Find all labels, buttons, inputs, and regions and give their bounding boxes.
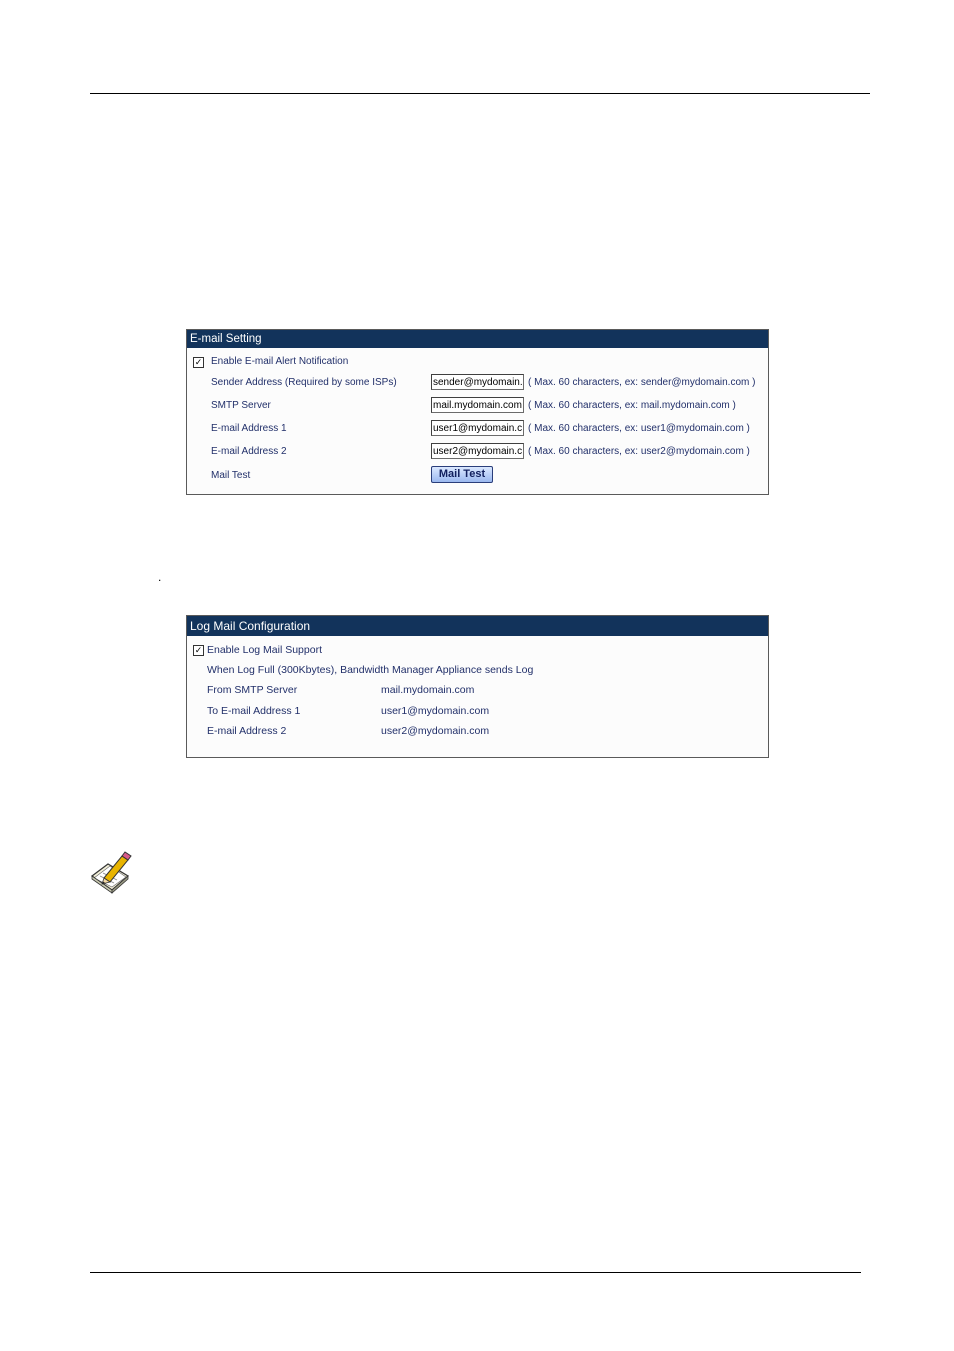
- to-email-1-label: To E-mail Address 1: [207, 705, 301, 717]
- enable-log-mail-checkbox[interactable]: ✓: [194, 645, 203, 655]
- to-email-1-row: [187, 702, 768, 722]
- email-setting-title: E-mail Setting: [187, 330, 768, 348]
- email-2-row: [187, 722, 768, 742]
- email-address-2-hint: ( Max. 60 characters, ex: user2@mydomain.com ): [528, 446, 750, 457]
- log-mail-title: Log Mail Configuration: [187, 616, 768, 636]
- enable-email-alert-row: [187, 353, 768, 373]
- mail-test-row: [187, 467, 768, 487]
- email-address-2-row: [187, 443, 768, 463]
- email-address-1-hint: ( Max. 60 characters, ex: user1@mydomain.com ): [528, 423, 750, 434]
- enable-log-mail-row: [187, 641, 768, 661]
- from-smtp-value: mail.mydomain.com: [381, 684, 475, 696]
- mail-test-button[interactable]: Mail Test: [431, 466, 493, 483]
- smtp-server-row: [187, 397, 768, 417]
- sender-address-input[interactable]: [431, 374, 524, 390]
- header-rule: [90, 93, 870, 94]
- log-full-description-row: [187, 661, 768, 681]
- enable-log-mail-label: Enable Log Mail Support: [207, 644, 322, 656]
- email-2-label: E-mail Address 2: [207, 725, 287, 737]
- email-address-2-input[interactable]: [431, 443, 524, 459]
- log-mail-panel: [186, 615, 769, 758]
- enable-email-alert-checkbox[interactable]: ✓: [194, 357, 203, 367]
- footer-rule: [90, 1272, 861, 1273]
- email-setting-panel: [186, 329, 769, 495]
- log-full-description: When Log Full (300Kbytes), Bandwidth Manager Appliance sends Log: [207, 664, 534, 676]
- email-address-2-label: E-mail Address 2: [211, 446, 287, 457]
- to-email-1-value: user1@mydomain.com: [381, 705, 490, 717]
- from-smtp-row: [187, 681, 768, 701]
- sender-address-hint: ( Max. 60 characters, ex: sender@mydomain.com ): [528, 377, 756, 388]
- email-address-1-label: E-mail Address 1: [211, 423, 287, 434]
- separator-dot: .: [158, 570, 162, 584]
- email-address-1-row: [187, 420, 768, 440]
- mail-test-label: Mail Test: [211, 470, 251, 481]
- sender-address-row: [187, 374, 768, 394]
- enable-email-alert-label: Enable E-mail Alert Notification: [211, 356, 349, 367]
- sender-address-label: Sender Address (Required by some ISPs): [211, 377, 397, 388]
- smtp-server-label: SMTP Server: [211, 400, 271, 411]
- email-2-value: user2@mydomain.com: [381, 725, 490, 737]
- smtp-server-hint: ( Max. 60 characters, ex: mail.mydomain.com ): [528, 400, 736, 411]
- smtp-server-input[interactable]: [431, 397, 524, 413]
- email-address-1-input[interactable]: [431, 420, 524, 436]
- from-smtp-label: From SMTP Server: [207, 684, 298, 696]
- pencil-note-icon: [88, 850, 134, 894]
